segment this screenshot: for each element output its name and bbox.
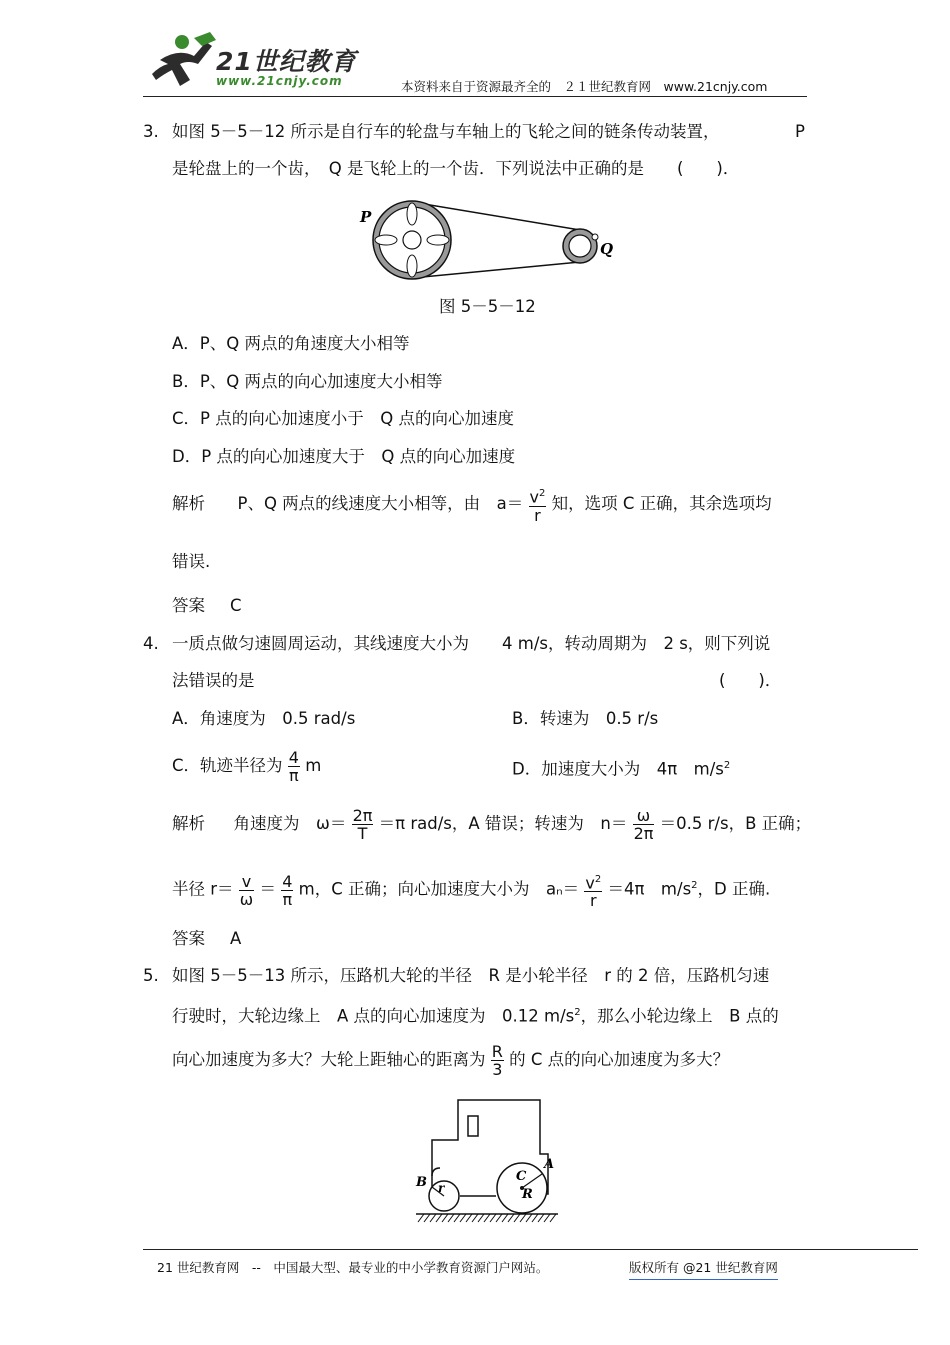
q4-answer-label: 答案 <box>172 929 205 948</box>
q4-jx2-f3sup: 2 <box>594 873 602 885</box>
q4-analysis-line1 <box>172 804 811 844</box>
q4-option-c-fraction <box>288 749 300 784</box>
q5-line3-a: 向心加速度为多大？大轮上距轴心的距离为 <box>172 1050 486 1069</box>
q4-answer: A <box>230 929 242 948</box>
fig-label-P: P <box>360 208 372 226</box>
q5-line2-b: ，那么小轮边缘上 B 点的 <box>580 1006 779 1026</box>
q4-jx2-c: ＝4π m/s <box>607 879 692 899</box>
q4-jx2-f1d: ω <box>239 889 254 909</box>
q4-option-b: B．转速为 0.5 r/s <box>512 709 659 728</box>
q4-option-d-text: D．加速度大小为 4π m/s <box>512 759 724 779</box>
fig-label-Q: Q <box>600 240 614 258</box>
q4-number: 4. <box>143 634 159 653</box>
q4-jx1-f1n: 2π <box>352 806 373 825</box>
fig-label-B: B <box>416 1175 427 1190</box>
q4-jx1-f2n: ω <box>633 807 655 825</box>
q4-jx2-a: 半径 r＝ <box>172 879 234 899</box>
q3-analysis <box>172 484 772 524</box>
q4-jx1-a: 角速度为 ω＝ <box>233 814 347 833</box>
q4-option-d-sup: 2 <box>723 760 731 771</box>
q4-jx1-frac1 <box>352 807 374 842</box>
q4-jx2-f3d: r <box>590 891 597 911</box>
road-roller-figure <box>410 1094 570 1226</box>
q3-line1: 如图 5－5－12 所示是自行车的轮盘与车轴上的飞轮之间的链条传动装置， <box>172 122 720 141</box>
q5-line3-den: 3 <box>492 1060 503 1079</box>
q3-number: 3. <box>143 122 159 141</box>
q3-analysis-pre: P、Q 两点的线速度大小相等，由 a＝ <box>237 494 524 513</box>
q4-jx2-f3n: v <box>585 873 595 893</box>
q5-number: 5. <box>143 966 159 985</box>
q4-option-c-den: π <box>289 766 299 785</box>
header-divider <box>143 96 807 97</box>
q3-line2: 是轮盘上的一个齿， Q 是飞轮上的一个齿．下列说法中正确的是 ( )． <box>172 159 740 178</box>
q5-line1: 如图 5－5－13 所示，压路机大轮的半径 R 是小轮半径 r 的 2 倍，压路机匀速 <box>172 966 770 985</box>
q4-jx2-frac1 <box>239 873 254 908</box>
q3-option-a: A．P、Q 两点的角速度大小相等 <box>172 334 410 353</box>
q4-line1: 一质点做匀速圆周运动，其线速度大小为 4 m/s，转动周期为 2 s，则下列说 <box>172 634 771 653</box>
q4-option-c-num: 4 <box>288 748 299 767</box>
footer-left-text: 21 世纪教育网 -- 中国最大型、最专业的中小学教育资源门户网站。 <box>157 1260 549 1275</box>
runner-logo-icon <box>150 30 220 92</box>
q3-formula-fraction <box>529 485 547 523</box>
q4-jx2-f1n: v <box>239 873 254 891</box>
q5-line2 <box>172 1003 779 1027</box>
logo-url-text: www.21cnjy.com <box>216 74 343 88</box>
q4-jx2-eq: ＝ <box>259 879 276 899</box>
q4-option-c-pre: C．轨迹半径为 <box>172 756 283 775</box>
fig-label-A: A <box>544 1157 555 1172</box>
q4-analysis-label: 解析 <box>172 814 205 833</box>
q4-jx2-frac3 <box>584 871 602 909</box>
q4-jx2-frac2 <box>281 873 293 908</box>
q4-option-a: A．角速度为 0.5 rad/s <box>172 709 356 728</box>
site-logo[interactable] <box>150 30 370 92</box>
q3-figure-caption: 图 5－5－12 <box>439 297 536 316</box>
q3-formula-num: v <box>529 487 540 507</box>
header-tagline: 本资料来自于资源最齐全的 ２１世纪教育网 www.21cnjy.com <box>401 79 768 94</box>
q4-jx2-csup: 2 <box>691 880 698 891</box>
q3-option-c: C．P 点的向心加速度小于 Q 点的向心加速度 <box>172 409 514 428</box>
chain-drive-figure <box>352 190 632 290</box>
q3-answer-label: 答案 <box>172 596 205 615</box>
footer-copyright-link[interactable]: 版权所有 @21 世纪教育网 <box>629 1258 778 1280</box>
q3-formula-sup: 2 <box>539 488 546 500</box>
q4-paren: ( )． <box>719 671 782 690</box>
q4-line2: 法错误的是 <box>172 671 255 690</box>
q4-jx2-b: m，C 正确；向心加速度大小为 aₙ＝ <box>298 879 580 899</box>
footer-divider <box>143 1249 918 1250</box>
q4-jx2-f2n: 4 <box>282 871 293 891</box>
q5-line3-b: 的 C 点的向心加速度为多大？ <box>509 1050 730 1069</box>
q5-line2-a: 行驶时，大轮边缘上 A 点的向心加速度为 0.12 m/s <box>172 1006 575 1026</box>
q4-analysis-line2 <box>172 866 770 910</box>
q3-formula-den: r <box>534 505 541 525</box>
q5-line3-num: R <box>491 1042 503 1061</box>
q4-option-c <box>172 746 321 786</box>
q5-line3 <box>172 1040 729 1080</box>
q3-answer: C <box>230 596 242 615</box>
q3-analysis-line2: 错误. <box>172 552 211 571</box>
q4-option-c-post: m <box>305 756 322 775</box>
fig-label-R: R <box>522 1187 533 1202</box>
q4-jx1-f1d: T <box>357 824 368 843</box>
q3-line1-end: P <box>795 122 805 141</box>
q3-analysis-label: 解析 <box>172 494 205 513</box>
q4-jx1-frac2 <box>633 807 655 842</box>
fig-label-r: r <box>438 1181 445 1195</box>
q5-line2-sup: 2 <box>574 1007 581 1018</box>
q3-analysis-post: 知，选项 C 正确，其余选项均 <box>551 494 772 513</box>
q4-jx2-f2d: π <box>282 889 293 909</box>
q5-line3-fraction <box>491 1043 504 1078</box>
q3-option-b: B．P、Q 两点的向心加速度大小相等 <box>172 372 443 391</box>
q4-jx1-b: ＝π rad/s，A 错误；转速为 n＝ <box>378 814 628 833</box>
q4-jx1-c: ＝0.5 r/s，B 正确； <box>659 814 812 833</box>
q4-option-d <box>512 756 730 780</box>
fig-label-C: C <box>516 1169 527 1184</box>
q4-jx2-d: ，D 正确. <box>697 879 771 899</box>
q3-option-d: D．P 点的向心加速度大于 Q 点的向心加速度 <box>172 447 516 466</box>
logo-main-text: 21世纪教育 <box>216 47 357 76</box>
q4-jx1-f2d: 2π <box>633 824 654 843</box>
